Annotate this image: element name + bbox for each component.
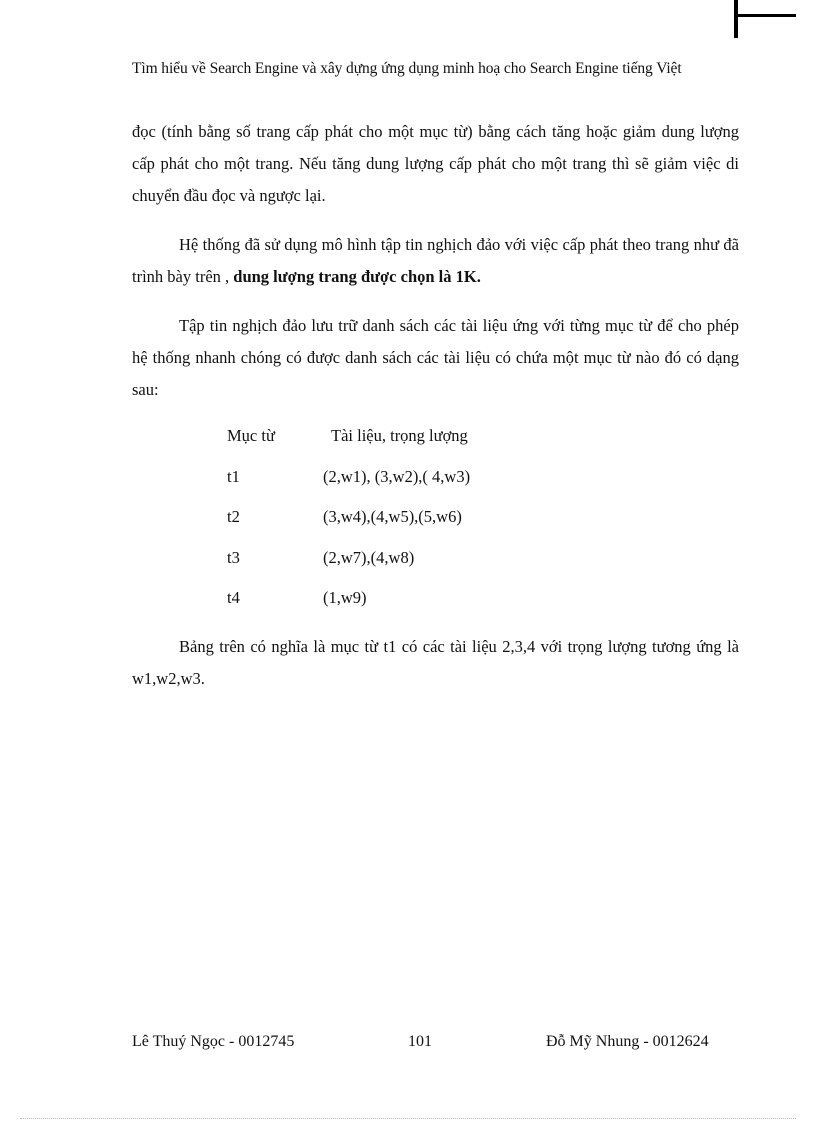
table-cell-term: t3 — [227, 547, 240, 567]
table-cell-docs: (3,w4),(4,w5),(5,w6) — [323, 507, 462, 526]
running-header: Tìm hiểu về Search Engine và xây dựng ứng dụng minh hoạ cho Search Engine tiếng Việt — [132, 60, 682, 77]
table-cell-term: t4 — [227, 588, 240, 607]
table-row — [227, 542, 470, 583]
paragraph-1 — [132, 116, 739, 212]
paragraph-2-normal: Hệ thống đã sử dụng mô hình tập tin nghịch đảo với việc cấp phát theo trang như đã trình bày trên , — [132, 235, 739, 286]
table-header-row — [227, 420, 470, 461]
crop-mark-vertical — [734, 0, 738, 38]
footer-author-right: Đỗ Mỹ Nhung - 0012624 — [546, 1033, 709, 1050]
table-cell-docs: (2,w7),(4,w8) — [323, 547, 415, 567]
table-header-term: Mục từ — [227, 426, 275, 445]
footer-author-left: Lê Thuý Ngọc - 0012745 — [132, 1033, 295, 1050]
table-header-docs: Tài liệu, trọng lượng — [331, 426, 468, 445]
paragraph-2 — [132, 229, 739, 293]
paragraph-3 — [132, 310, 739, 406]
inverted-index-table — [227, 420, 470, 623]
page-bottom-border — [20, 1118, 796, 1119]
table-cell-docs: (2,w1), (3,w2),( 4,w3) — [323, 466, 471, 486]
table-cell-term: t2 — [227, 507, 240, 526]
paragraph-3-text: Tập tin nghịch đảo lưu trữ danh sách các tài liệu ứng với từng mục từ để cho phép hệ thống nhanh chóng có được danh sách các tài liệu có chứa một mục từ nào đó có dạng sau: — [132, 316, 739, 399]
paragraph-2-bold: dung lượng trang được chọn là 1K. — [233, 267, 481, 286]
table-row — [227, 501, 470, 542]
table-cell-term: t1 — [227, 466, 240, 486]
paragraph-5-text: Bảng trên có nghĩa là mục từ t1 có các tài liệu 2,3,4 với trọng lượng tương ứng là w1,w2,w3. — [132, 637, 739, 688]
paragraph-2-text — [132, 229, 739, 293]
paragraph-1-text: đọc (tính bằng số trang cấp phát cho một mục từ) bằng cách tăng hoặc giảm dung lượng cấp phát cho một trang. Nếu tăng dung lượng cấp phát cho một trang thì sẽ giảm việc di chuyển đầu đọc và ngược lại. — [132, 122, 739, 205]
paragraph-5 — [132, 631, 739, 695]
crop-mark-horizontal — [734, 14, 796, 17]
table-cell-docs: (1,w9) — [323, 588, 367, 607]
table-row — [227, 461, 470, 502]
table-row — [227, 582, 470, 623]
footer-page-number: 101 — [408, 1033, 432, 1050]
